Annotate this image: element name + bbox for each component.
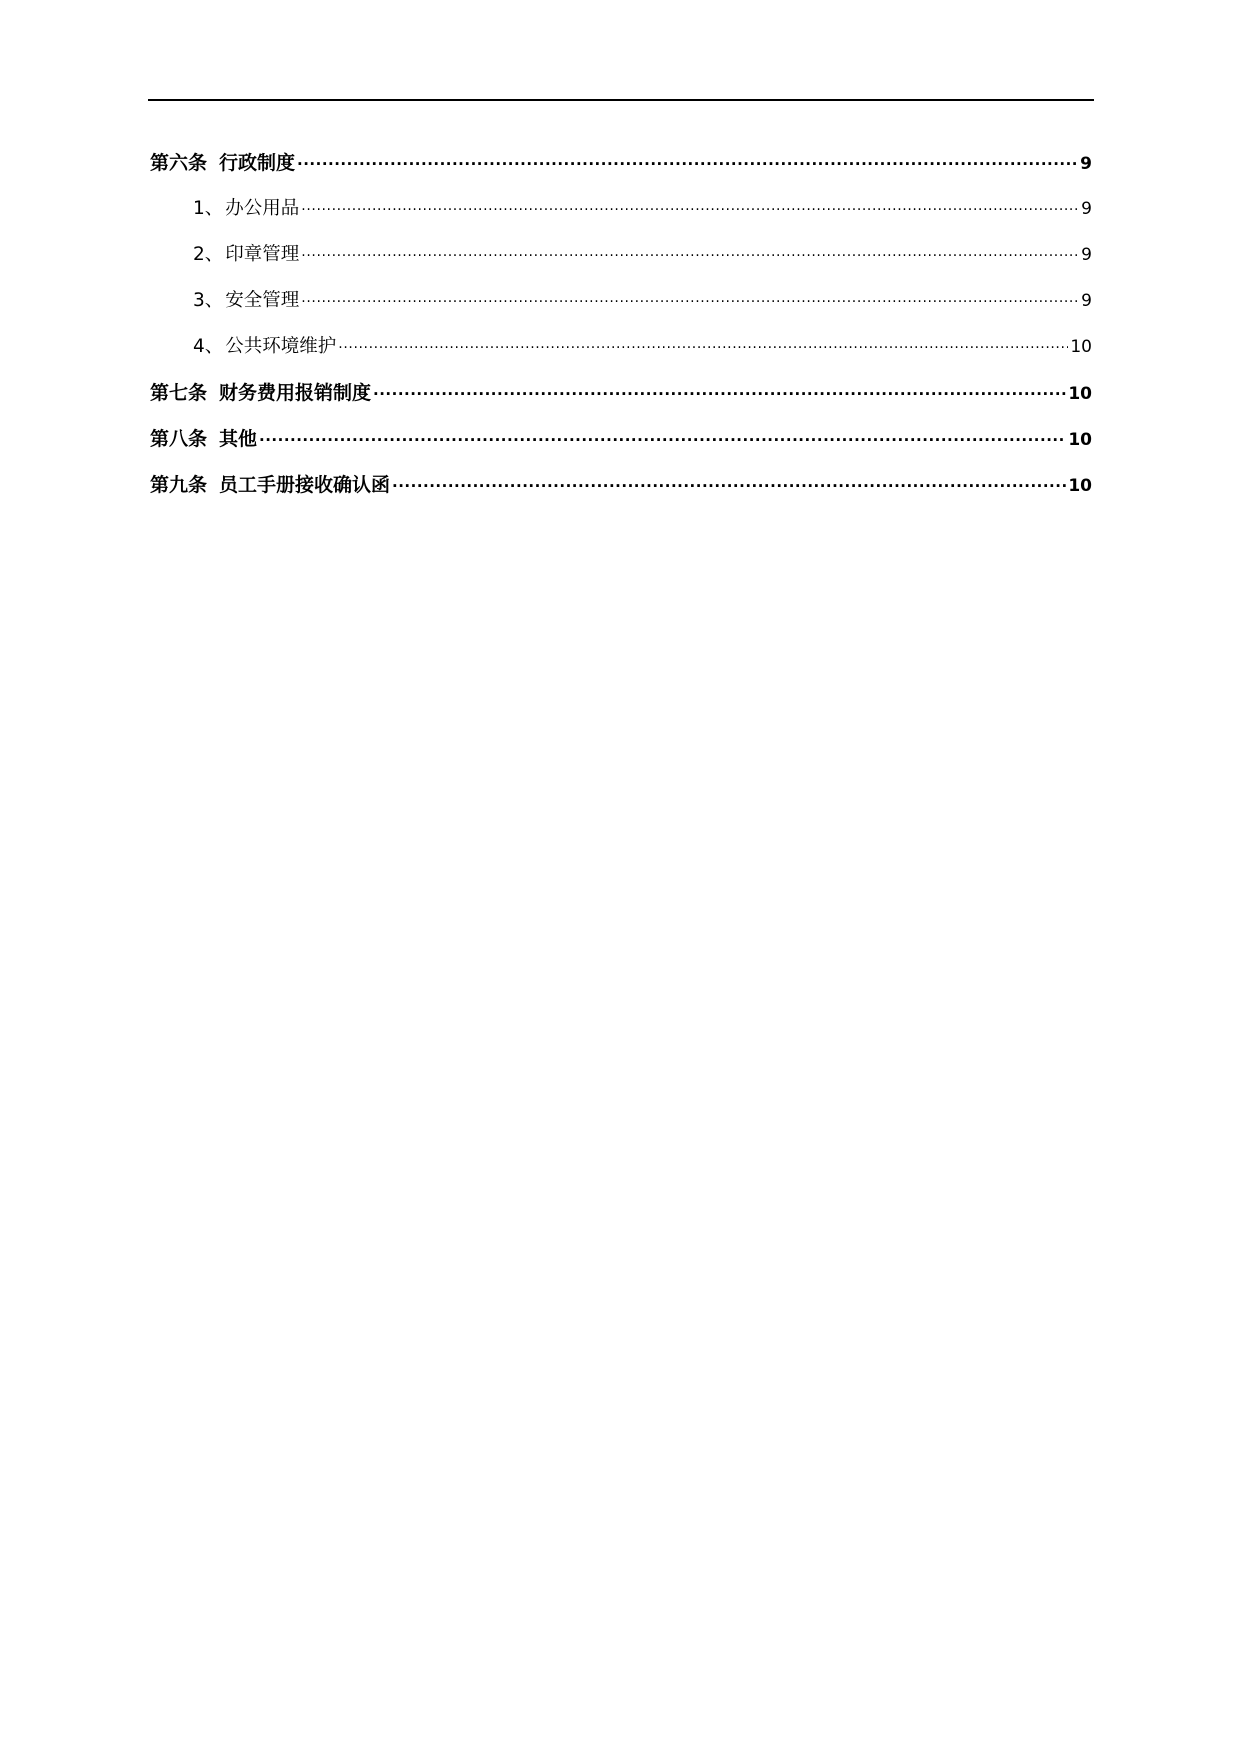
- toc-entry-page: 10: [1070, 337, 1092, 357]
- toc-leader-dots: [297, 150, 1078, 169]
- toc-leader-dots: [301, 242, 1079, 261]
- toc-entry-article-7[interactable]: [150, 378, 1092, 424]
- toc-entry-safety-management[interactable]: [150, 286, 1092, 332]
- toc-entry-page: 9: [1081, 199, 1092, 219]
- toc-entry-number: 第九条: [150, 474, 208, 496]
- toc-entry-office-supplies[interactable]: [150, 194, 1092, 240]
- toc-entry-title: 财务费用报销制度: [219, 382, 372, 404]
- header-rule: [148, 99, 1094, 101]
- toc-entry-title: 办公用品: [225, 198, 300, 219]
- toc-entry-page: 10: [1068, 430, 1092, 450]
- toc-leader-dots: [301, 288, 1079, 307]
- toc-entry-number: 4、: [193, 336, 224, 357]
- toc-entry-article-8[interactable]: [150, 424, 1092, 470]
- toc-leader-dots: [338, 334, 1068, 353]
- toc-entry-title: 公共环境维护: [225, 336, 337, 357]
- toc-entry-page: 9: [1081, 245, 1092, 265]
- toc-leader-dots: [259, 426, 1066, 445]
- toc-entry-title: 印章管理: [225, 244, 300, 265]
- toc-entry-page: 10: [1068, 476, 1092, 496]
- toc-leader-dots: [301, 196, 1079, 215]
- toc-entry-page: 9: [1081, 291, 1092, 311]
- toc-entry-article-9[interactable]: [150, 470, 1092, 516]
- toc-entry-title: 员工手册接收确认函: [219, 474, 391, 496]
- toc-entry-page: 9: [1080, 154, 1092, 174]
- toc-entry-number: 2、: [193, 244, 224, 265]
- toc-entry-number: 第八条: [150, 428, 208, 450]
- table-of-contents: [150, 148, 1092, 516]
- toc-entry-number: 第七条: [150, 382, 208, 404]
- toc-entry-number: 第六条: [150, 152, 208, 174]
- toc-entry-number: 3、: [193, 290, 224, 311]
- toc-entry-title: 其他: [219, 428, 258, 450]
- toc-leader-dots: [392, 472, 1066, 491]
- toc-entry-seal-management[interactable]: [150, 240, 1092, 286]
- toc-leader-dots: [373, 380, 1066, 399]
- toc-entry-title: 安全管理: [225, 290, 300, 311]
- toc-entry-number: 1、: [193, 198, 224, 219]
- toc-entry-title: 行政制度: [219, 152, 296, 174]
- toc-entry-article-6[interactable]: [150, 148, 1092, 194]
- toc-entry-public-environment[interactable]: [150, 332, 1092, 378]
- toc-entry-page: 10: [1068, 384, 1092, 404]
